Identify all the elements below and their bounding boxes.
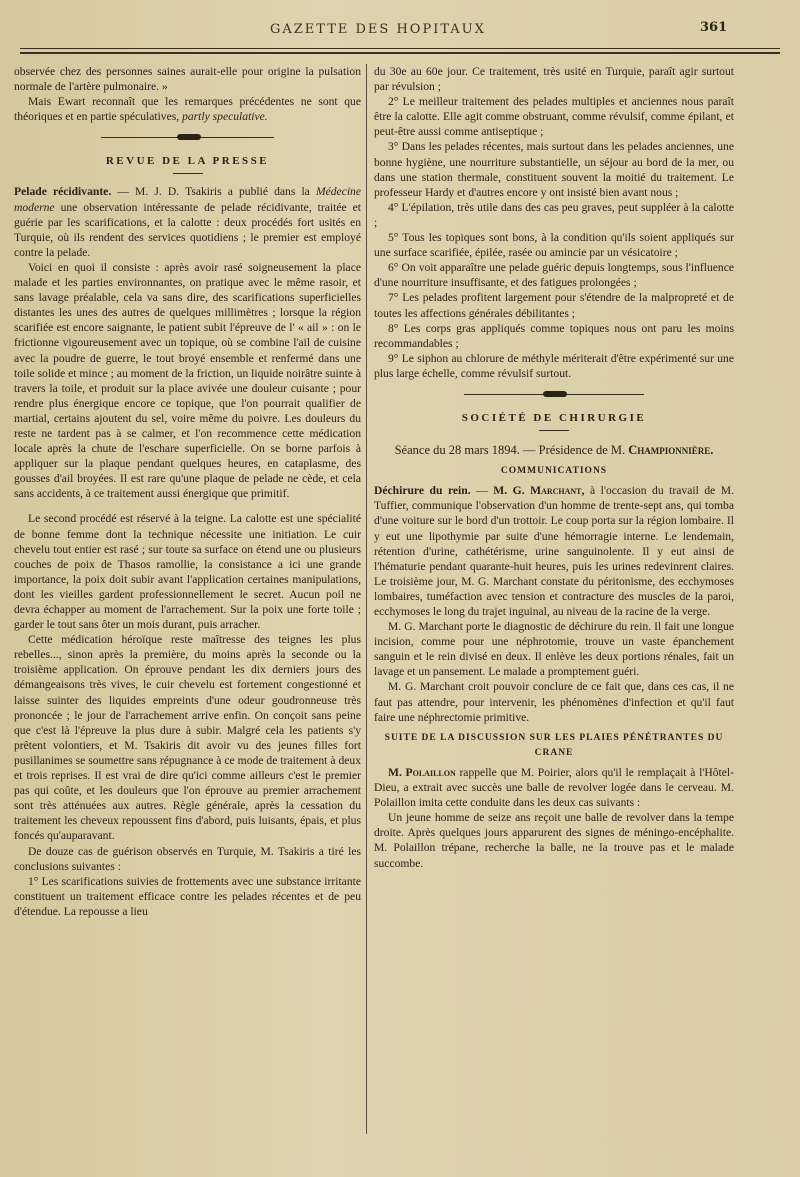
paragraph: 7° Les pelades profitent largement pour s'étendre de la malpropreté et de toutes les affections générales débilitantes ; — [374, 291, 734, 320]
text: Mais Ewart reconnaît que les remarques précédentes ne sont que théoriques et en partie spéculatives, — [14, 95, 361, 124]
article-heading: Déchirure du rein. — [374, 484, 471, 498]
section-title-societe: SOCIÉTÉ DE CHIRURGIE — [461, 411, 647, 424]
header-rule-thick — [20, 52, 780, 54]
short-rule — [539, 430, 569, 431]
paragraph: 4° L'épilation, très utile dans des cas peu graves, peut suppléer à la calotte ; — [374, 200, 734, 229]
paragraph: 1° Les scarifications suivies de frottements avec une substance irritante constituent un traitement efficace contre les pelades récentes et de peu d'étendue. La repousse a lieu — [14, 874, 361, 918]
paragraph: 9° Le siphon au chlorure de méthyle mériterait d'être expérimenté sur une plus large échelle, comme révulsif surtout. — [374, 351, 734, 380]
article-paragraph: Déchirure du rein. — M. G. Marchant, à l'occasion du travail de M. Tuffier, communique l'observation d'un homme de trente-sept ans, qui tomba d'une voiture sur le bord d'un trottoir. Le coup porta sur la région lombaire. Il y eut une lipothymie par suite d'une hémorragie interne. Le lendemain, rétention d'urine, cathétérisme, urine sanguinolente. Il y eut ainsi de l'hématurie pendant quarante-huit heures, puis les urines redevinrent claires. Le troisième jour, M. G. Marchant constate du péritonisme, des ecchymoses lombaires, tuméfaction avec tension et contracture des muscles de la paroi, ecchymoses le long du trajet inguinal, au niveau de la racine de la verge. — [374, 484, 735, 618]
section-title-revue: REVUE DE LA PRESSE — [105, 155, 270, 168]
paragraph: 2° Le meilleur traitement des pelades multiples et anciennes nous paraît être la calotte. Elle agit comme obstruant, comme révulsif, comme épilant, et peut-être aussi comme antiseptique ; — [374, 95, 734, 139]
president-name: Championnière. — [628, 443, 714, 458]
paragraph: 8° Les corps gras appliqués comme topiques nous ont paru les moins recommandables ; — [374, 321, 734, 350]
paragraph: De douze cas de guérison observés en Turquie, M. Tsakiris a tiré les conclusions suivantes : — [14, 844, 361, 873]
short-rule — [173, 173, 203, 174]
paragraph: 3° Dans les pelades récentes, mais surtout dans les pelades anciennes, une bonne hygiène, une nourriture substantielle, un séjour au bord de la mer, ou dans une station thermale, constituent souvent la moitié du traitement. Le professeur Hardy et d'autres encore y ont insisté bien avant nous ; — [374, 140, 734, 199]
paragraph: observée chez des personnes saines aurait-elle pour origine la pulsation normale de l'artère pulmonaire. » — [14, 65, 361, 94]
italic-text: partly speculative. — [182, 110, 268, 124]
page-number: 361 — [700, 20, 728, 35]
journal-title: GAZETTE DES HOPITAUX — [270, 22, 486, 37]
paragraph: 6° On voit apparaître une pelade guéric depuis longtemps, sous l'influence d'une nourriture insuffisante, et des fatigues prolongées ; — [374, 261, 734, 290]
paragraph: Un jeune homme de seize ans reçoit une balle de revolver dans la tempe droite. Après quelques jours apparurent des signes de méningo-encéphalite. M. Polaillon trépane, recherche la balle, ne la trouve pas et le malade succombe. — [374, 811, 734, 870]
left-column — [14, 64, 361, 919]
paragraph: du 30e au 60e jour. Ce traitement, très usité en Turquie, paraît agir surtout par révulsion ; — [374, 65, 734, 94]
session-line: Séance du 28 mars 1894. — Présidence de M. Championnière. — [394, 443, 714, 458]
page-header — [0, 18, 800, 48]
author-name: M. Polaillon — [388, 765, 456, 779]
article-heading: Pelade récidivante. — [14, 185, 112, 199]
paragraph: 5° Tous les topiques sont bons, à la condition qu'ils soient appliqués sur une surface scarifiée, épilée, rasée ou amincie par un vésicatoire ; — [374, 231, 734, 260]
article-paragraph: Pelade récidivante. — M. J. D. Tsakiris a publié dans la Médecine moderne une observation intéressante de pelade récidivante, traitée et guérie par les scarifications, et la calotte : deux procédés fort usités en Turquie, où ils rendent des services quotidiens ; le premier est employé contre la pelade. — [14, 185, 361, 259]
column-divider — [366, 64, 367, 1134]
ornamental-separator — [374, 387, 734, 403]
header-rule — [20, 48, 780, 49]
paragraph: M. G. Marchant croit pouvoir conclure de ce fait que, dans ces cas, il ne faut pas attendre, pour intervenir, les phénomènes d'infection et qu'il faut faire une néphrectomie primitive. — [374, 680, 734, 724]
journal-name: Médecine moderne — [14, 185, 361, 214]
author-name: M. G. Marchant, — [493, 484, 585, 498]
paragraph: Le second procédé est réservé à la teigne. La calotte est une spécialité de bonne femme dont la technique nécessite une initiation. Le cuir chevelu tout entier est rasé ; sur toute sa surface on étend une ou plusieurs couches de poix de Thasos ramollie, la consistance a ici une grande importance, la poix doit subir avant l'application certaines manipulations, dont les vieilles gardent professionnellement le secret. Aucun poil ne devra échapper au moment de l'arrachement. Sur la poix une forte toile ; garder le tout sans ôter un mois durant, puis arracher. — [14, 512, 361, 632]
paragraph: M. Polaillon rappelle que M. Poirier, alors qu'il le remplaçait à l'Hôtel-Dieu, a extrait avec succès une balle de revolver logée dans le cerveau. M. Polaillon imita cette conduite dans les deux cas suivants : — [374, 765, 734, 810]
paragraph: Cette médication héroïque reste maîtresse des teignes les plus rebelles..., sinon après la première, du moins après la seconde ou la troisième application. On éprouve pendant les dix derniers jours des démangeaisons très vives, le cuir chevelu est fortement congestionné et laisse suinter des liquides empreints d'une odeur goudronneuse très prononcée ; le jour de l'arrachement arrive enfin. On conçoit sans peine que c'est là l'épreuve la plus dure à subir. Malgré cela les patients s'y prêtent volontiers, et M. Tsakiris dit avoir vu des jeunes filles fort pusillanimes se soumettre sans répugnance à ce mode de traitement à deux et trois reprises. Il est vrai de dire qu'ici comme ailleurs c'est le premier pas qui coûte, et les douleurs que l'on éprouve au premier arrachement sont très atténuées aux autres. Règle générale, après la cessation du traitement les cheveux repoussent fins d'abord, puis luisants, épais, et plus foncés qu'auparavant. — [14, 633, 361, 843]
right-column — [374, 64, 734, 871]
discussion-heading: SUITE DE LA DISCUSSION SUR LES PLAIES PÉNÉTRANTES DU CRANE — [384, 732, 724, 758]
paragraph: M. G. Marchant porte le diagnostic de déchirure du rein. Il fait une longue incision, comme pour une néphrotomie, trouve un vaste épanchement sanguin et le rein divisé en deux. Il enlève les deux portions rénales, fait un lavage et un pansement. Le malade a promptement guéri. — [374, 620, 734, 679]
communications-heading: COMMUNICATIONS — [500, 466, 608, 477]
ornamental-separator — [14, 130, 361, 146]
paragraph — [14, 94, 361, 124]
paragraph: Voici en quoi il consiste : après avoir rasé soigneusement la place malade et les parties environnantes, on pratique avec le même rasoir, et sans lavage préalable, cela va sans dire, des scarifications superficielles distantes les unes des autres de quelques millimètres ; lorsque la région scarifiée est encore saignante, le patient subit l'épreuve de l' « ail » : on le frictionne vigoureusement avec un topique, où se combine l'ail de cuisine avec la poudre de guerre, le tout broyé ensemble et renfermé dans une toile solide et mince ; au moment de la friction, un liquide noirâtre suinte à travers la toile, et produit sur la place avivée une douleur cuisante ; pour rendre plus énergique encore ce topique, que l'on pourrait qualifier de martial, certains ajoutent du sel, voire même du poivre. Les douleurs du reste ne tardent pas à se calmer, et l'on recommence cette médication locale après la chute de l'eschare superficielle. On se borne parfois à appliquer sur la plaque pendant quelques heures, en cataplasme, des gousses d'ail broyées. Il est rare qu'une plaque de pelade ne cède, et cela sans accidents, à ce traitement aussi énergique que primitif. — [14, 260, 361, 501]
